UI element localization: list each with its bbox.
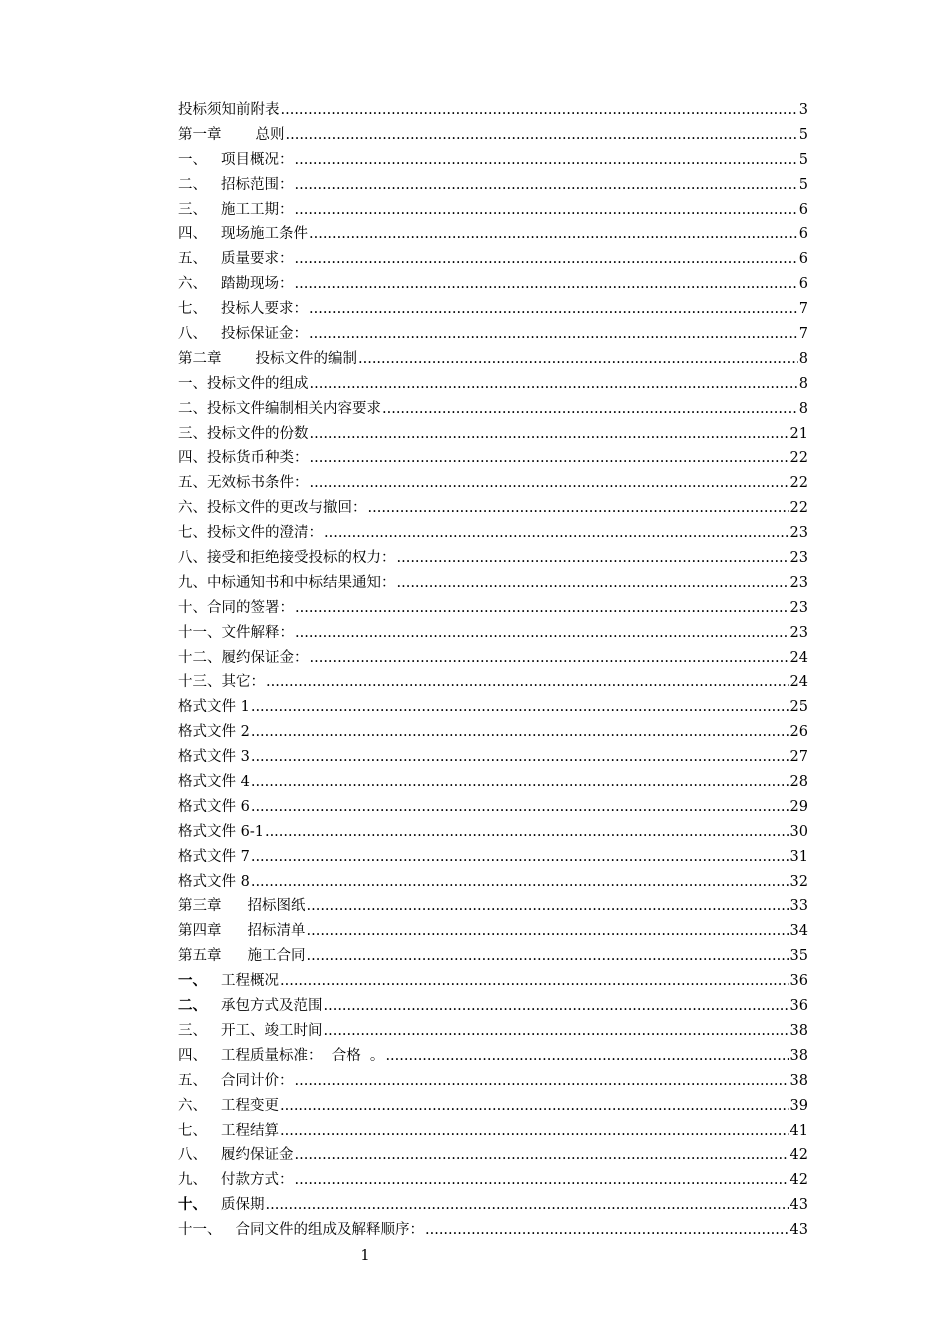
toc-leader-dots <box>266 1193 789 1218</box>
toc-entry-number: 八、接受和拒绝接受投标的权力： <box>178 550 396 567</box>
toc-leader-dots <box>310 446 789 471</box>
toc-entry-number: 格式文件 8 <box>178 873 250 890</box>
toc-entry[interactable] <box>178 446 808 471</box>
toc-entry[interactable] <box>178 820 808 845</box>
toc-entry-number: 八、 <box>178 1147 207 1164</box>
toc-entry-page: 6 <box>798 226 808 243</box>
toc-entry-page: 41 <box>789 1122 808 1139</box>
toc-entry-page: 5 <box>798 151 808 168</box>
toc-entry[interactable] <box>178 397 808 422</box>
toc-entry-page: 23 <box>789 574 808 591</box>
toc-leader-dots <box>295 148 798 173</box>
toc-entry-title: 履约保证金 <box>221 1147 294 1164</box>
toc-leader-dots <box>309 222 798 247</box>
toc-entry-number: 九、中标通知书和中标结果通知： <box>178 574 396 591</box>
toc-entry-title: 质保期 <box>221 1197 265 1214</box>
toc-entry[interactable] <box>178 471 808 496</box>
toc-entry-page: 6 <box>798 276 808 293</box>
toc-entry-page: 36 <box>789 998 808 1015</box>
toc-entry[interactable] <box>178 297 808 322</box>
toc-entry-number: 第一章 <box>178 126 222 143</box>
toc-entry-title: 踏勘现场： <box>221 276 294 293</box>
toc-entry-number: 二、投标文件编制相关内容要求 <box>178 400 381 417</box>
toc-leader-dots <box>295 621 789 646</box>
toc-entry-number: 十三、其它： <box>178 674 265 691</box>
toc-entry-title: 施工工期： <box>221 201 294 218</box>
toc-entry-page: 21 <box>789 425 808 442</box>
toc-leader-dots <box>307 944 789 969</box>
toc-entry-number: 一、 <box>178 972 207 990</box>
toc-entry-number: 七、 <box>178 301 207 318</box>
toc-entry-page: 28 <box>789 774 808 791</box>
toc-entry[interactable] <box>178 422 808 447</box>
toc-entry[interactable] <box>178 148 808 173</box>
toc-entry-page: 24 <box>789 674 808 691</box>
toc-entry-page: 35 <box>789 948 808 965</box>
toc-entry-title: 总则 <box>255 126 285 143</box>
toc-entry-number: 第四章 <box>178 923 222 940</box>
toc-entry-page: 29 <box>789 798 808 815</box>
toc-entry-page: 43 <box>789 1222 808 1239</box>
toc-entry[interactable] <box>178 496 808 521</box>
toc-entry-title: 工程质量标准： 合格 。 <box>221 1047 385 1064</box>
toc-entry-title: 质量要求： <box>221 251 294 268</box>
toc-entry[interactable] <box>178 1044 808 1069</box>
toc-leader-dots <box>310 372 798 397</box>
toc-leader-dots <box>251 870 789 895</box>
toc-entry-page: 42 <box>789 1147 808 1164</box>
toc-entry[interactable] <box>178 546 808 571</box>
toc-entry-page: 7 <box>798 301 808 318</box>
toc-entry-number: 八、 <box>178 326 207 342</box>
toc-entry-page: 31 <box>789 848 808 865</box>
toc-entry-number: 二、 <box>178 997 207 1015</box>
toc-entry-page: 39 <box>789 1097 808 1114</box>
toc-entry-number: 四、投标货币种类： <box>178 450 309 467</box>
toc-entry[interactable] <box>178 1119 808 1144</box>
toc-entry-number: 格式文件 7 <box>178 848 250 865</box>
toc-leader-dots <box>286 123 798 148</box>
toc-entry-page: 43 <box>789 1197 808 1214</box>
toc-leader-dots <box>295 1168 789 1193</box>
toc-leader-dots <box>385 1044 788 1069</box>
toc-leader-dots <box>266 670 789 695</box>
toc-leader-dots <box>251 795 789 820</box>
toc-entry-page: 42 <box>789 1172 808 1189</box>
toc-entry-number: 格式文件 6 <box>178 798 250 815</box>
toc-entry-title: 施工合同 <box>247 948 306 965</box>
toc-entry[interactable] <box>178 1143 808 1168</box>
toc-entry-title: 合同文件的组成及解释顺序： <box>235 1222 424 1239</box>
toc-entry-title: 合同计价： <box>221 1072 294 1089</box>
toc-entry-number: 格式文件 4 <box>178 774 250 791</box>
toc-entry-page: 3 <box>798 101 808 118</box>
toc-leader-dots <box>324 994 789 1019</box>
toc-leader-dots <box>382 397 798 422</box>
toc-entry[interactable] <box>178 795 808 820</box>
toc-entry-number: 六、投标文件的更改与撤回： <box>178 500 367 517</box>
toc-entry-number: 十二、履约保证金： <box>178 649 309 666</box>
toc-leader-dots <box>397 571 789 596</box>
toc-entry-page: 23 <box>789 624 808 641</box>
toc-entry-number: 六、 <box>178 276 207 293</box>
toc-entry-number: 七、投标文件的澄清： <box>178 525 323 542</box>
toc-leader-dots <box>309 297 798 322</box>
toc-leader-dots <box>281 98 798 123</box>
toc-entry[interactable] <box>178 895 808 920</box>
toc-entry-page: 22 <box>789 475 808 492</box>
toc-entry[interactable] <box>178 670 808 695</box>
toc-entry-title: 工程变更 <box>221 1097 279 1114</box>
toc-entry-title: 开工、竣工时间 <box>221 1022 323 1039</box>
toc-leader-dots <box>358 347 798 372</box>
toc-entry[interactable] <box>178 695 808 720</box>
toc-entry-title: 招标图纸 <box>247 898 306 915</box>
toc-entry[interactable] <box>178 272 808 297</box>
toc-entry[interactable] <box>178 521 808 546</box>
toc-entry[interactable] <box>178 1019 808 1044</box>
toc-entry-title: 投标人要求： <box>221 301 308 318</box>
toc-entry-page: 6 <box>798 251 808 268</box>
toc-entry[interactable] <box>178 745 808 770</box>
toc-entry-title: 投标文件的编制 <box>255 350 357 367</box>
toc-entry-page: 23 <box>789 599 808 616</box>
toc-entry-title: 投标保证金： <box>221 326 308 342</box>
toc-entry-title: 付款方式： <box>221 1172 294 1189</box>
toc-entry[interactable] <box>178 198 808 223</box>
toc-entry[interactable] <box>178 98 808 123</box>
toc-entry-number: 六、 <box>178 1097 207 1114</box>
toc-entry-number: 一、投标文件的组成 <box>178 375 309 392</box>
toc-entry[interactable] <box>178 919 808 944</box>
toc-entry-title: 承包方式及范围 <box>221 998 323 1015</box>
toc-leader-dots <box>295 596 789 621</box>
toc-leader-dots <box>310 471 789 496</box>
toc-leader-dots <box>280 1119 789 1144</box>
toc-entry-page: 24 <box>789 649 808 666</box>
toc-leader-dots <box>295 1069 789 1094</box>
toc-entry[interactable] <box>178 1168 808 1193</box>
toc-entry-page: 33 <box>789 898 808 915</box>
toc-leader-dots <box>425 1218 789 1243</box>
toc-leader-dots <box>368 496 789 521</box>
toc-entry-page: 34 <box>789 923 808 940</box>
toc-entry[interactable] <box>178 969 808 994</box>
toc-entry-title: 招标清单 <box>247 923 306 940</box>
toc-entry-page: 8 <box>798 350 808 367</box>
toc-entry-number: 十、合同的签署： <box>178 599 294 616</box>
toc-leader-dots <box>309 322 798 347</box>
toc-entry-number: 投标须知前附表 <box>178 101 280 118</box>
toc-entry-page: 22 <box>789 500 808 517</box>
toc-entry-number: 十、 <box>178 1196 207 1214</box>
toc-entry-number: 五、无效标书条件： <box>178 475 309 492</box>
toc-leader-dots <box>295 1143 789 1168</box>
toc-entry-page: 26 <box>789 724 808 741</box>
toc-entry-number: 第五章 <box>178 948 222 965</box>
toc-entry-page: 25 <box>789 699 808 716</box>
toc-entry-number: 格式文件 2 <box>178 724 250 741</box>
toc-entry-number: 三、投标文件的份数 <box>178 425 309 442</box>
toc-entry[interactable] <box>178 845 808 870</box>
toc-entry[interactable] <box>178 870 808 895</box>
toc-entry[interactable] <box>178 247 808 272</box>
toc-leader-dots <box>280 969 789 994</box>
toc-leader-dots <box>324 1019 789 1044</box>
toc-leader-dots <box>295 247 798 272</box>
page-number: 1 <box>360 1248 370 1264</box>
toc-entry-number: 格式文件 3 <box>178 749 250 766</box>
toc-entry[interactable] <box>178 1069 808 1094</box>
toc-entry-page: 38 <box>789 1072 808 1089</box>
toc-entry-title: 工程结算 <box>221 1122 279 1139</box>
toc-entry-page: 7 <box>798 326 808 342</box>
toc-entry-number: 七、 <box>178 1122 207 1139</box>
toc-leader-dots <box>265 820 789 845</box>
toc-entry-page: 38 <box>789 1047 808 1064</box>
toc-entry[interactable] <box>178 646 808 671</box>
toc-entry-page: 5 <box>798 176 808 193</box>
toc-leader-dots <box>307 894 789 919</box>
toc-leader-dots <box>295 198 798 223</box>
toc-entry[interactable] <box>178 173 808 198</box>
toc-entry-number: 一、 <box>178 151 207 168</box>
toc-entry-title: 招标范围： <box>221 176 294 193</box>
toc-entry-number: 十一、 <box>178 1222 222 1239</box>
toc-entry-number: 二、 <box>178 176 207 193</box>
toc-entry-number: 四、 <box>178 1047 207 1064</box>
toc-entry-number: 三、 <box>178 201 207 218</box>
toc-entry-number: 五、 <box>178 251 207 268</box>
toc-leader-dots <box>310 422 789 447</box>
toc-leader-dots <box>397 546 789 571</box>
toc-entry-page: 30 <box>789 823 808 840</box>
toc-entry-page: 8 <box>798 375 808 392</box>
table-of-contents <box>178 98 808 1243</box>
toc-entry-number: 九、 <box>178 1172 207 1189</box>
toc-entry-page: 23 <box>789 550 808 567</box>
toc-entry[interactable] <box>178 222 808 247</box>
toc-entry[interactable] <box>178 571 808 596</box>
toc-entry-number: 十一、文件解释： <box>178 624 294 641</box>
toc-entry-number: 第三章 <box>178 898 222 915</box>
toc-entry-page: 36 <box>789 973 808 990</box>
toc-entry-page: 27 <box>789 749 808 766</box>
toc-entry-number: 第二章 <box>178 350 222 367</box>
toc-entry-title: 工程概况 <box>221 973 279 990</box>
toc-entry-page: 8 <box>798 400 808 417</box>
toc-entry-page: 23 <box>789 525 808 542</box>
toc-entry[interactable] <box>178 372 808 397</box>
toc-entry[interactable] <box>178 621 808 646</box>
toc-leader-dots <box>251 745 789 770</box>
toc-entry-title: 项目概况： <box>221 151 294 168</box>
toc-entry-page: 38 <box>789 1022 808 1039</box>
toc-entry-page: 22 <box>789 450 808 467</box>
toc-entry-page: 5 <box>798 126 808 143</box>
toc-entry[interactable] <box>178 770 808 795</box>
toc-entry[interactable] <box>178 944 808 969</box>
toc-entry[interactable] <box>178 1193 808 1218</box>
toc-entry-number: 五、 <box>178 1072 207 1089</box>
toc-entry-number: 格式文件 6-1 <box>178 823 264 840</box>
toc-entry-title: 现场施工条件 <box>221 226 308 243</box>
toc-leader-dots <box>310 646 789 671</box>
toc-entry[interactable] <box>178 1094 808 1119</box>
toc-entry[interactable] <box>178 1218 808 1243</box>
toc-entry-number: 四、 <box>178 226 207 243</box>
toc-leader-dots <box>251 770 789 795</box>
toc-entry[interactable] <box>178 596 808 621</box>
toc-entry-number: 格式文件 1 <box>178 699 250 716</box>
toc-leader-dots <box>251 845 789 870</box>
toc-leader-dots <box>307 919 789 944</box>
toc-entry-number: 三、 <box>178 1022 207 1039</box>
toc-entry[interactable] <box>178 322 808 347</box>
toc-entry[interactable] <box>178 994 808 1019</box>
toc-leader-dots <box>251 720 789 745</box>
toc-entry[interactable] <box>178 720 808 745</box>
toc-entry-page: 6 <box>798 201 808 218</box>
toc-leader-dots <box>295 272 798 297</box>
toc-leader-dots <box>251 695 789 720</box>
toc-leader-dots <box>280 1094 789 1119</box>
toc-entry-page: 32 <box>789 873 808 890</box>
toc-leader-dots <box>295 173 798 198</box>
toc-entry[interactable] <box>178 123 808 148</box>
toc-leader-dots <box>324 521 789 546</box>
toc-entry[interactable] <box>178 347 808 372</box>
